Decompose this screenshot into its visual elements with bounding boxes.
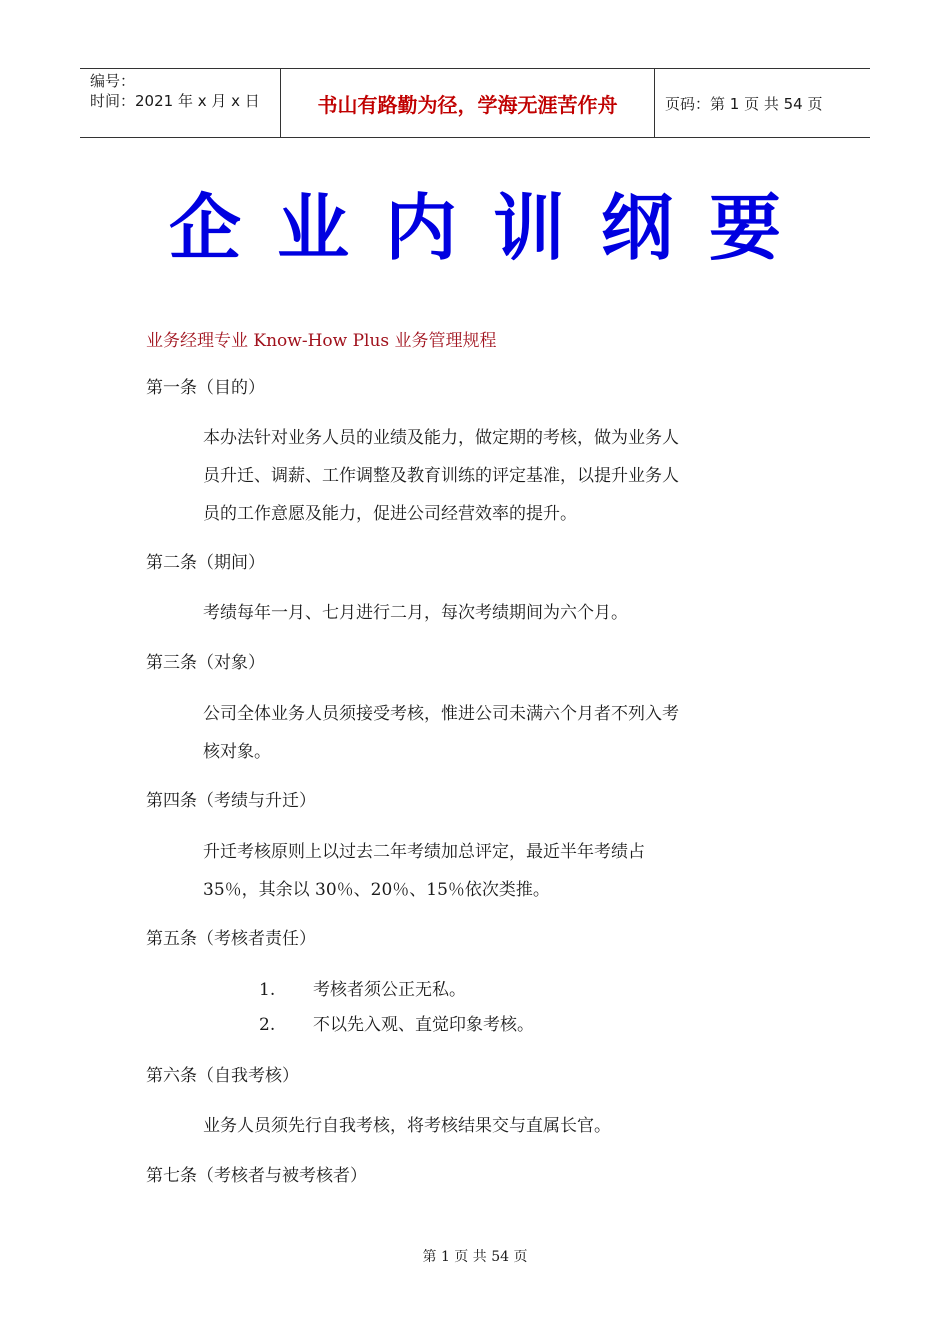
article-6-heading: 第六条（自我考核） — [146, 1066, 299, 1086]
list-number: 1. — [259, 980, 276, 1000]
article-2-text: 考绩每年一月、七月进行二月，每次考绩期间为六个月。 — [203, 603, 628, 623]
header-page-cell — [655, 69, 870, 137]
article-3-text: 公司全体业务人员须接受考核，惟进公司未满六个月者不列入考 — [203, 704, 679, 724]
article-1-text: 员升迁、调薪、工作调整及教育训练的评定基准，以提升业务人 — [203, 466, 679, 486]
header-table — [80, 68, 870, 138]
code-label: 编号： — [90, 72, 136, 90]
motto: 书山有路勤为径，学海无涯苦作舟 — [317, 92, 618, 117]
article-6-text: 业务人员须先行自我考核，将考核结果交与直属长官。 — [203, 1116, 611, 1136]
article-1-text: 员的工作意愿及能力，促进公司经营效率的提升。 — [203, 504, 577, 524]
article-7-heading: 第七条（考核者与被考核者） — [146, 1166, 367, 1186]
page-footer: 第 1 页 共 54 页 — [422, 1249, 528, 1265]
article-3-heading: 第三条（对象） — [146, 653, 265, 673]
header-motto-cell — [281, 69, 655, 137]
list-item: 考核者须公正无私。 — [313, 980, 466, 1000]
article-4-text: 35％，其余以 30％、20％、15％依次类推。 — [203, 880, 550, 900]
time-label: 时间：2021 年 x 月 x 日 — [90, 92, 260, 110]
article-3-text: 核对象。 — [203, 742, 271, 762]
document-subtitle: 业务经理专业 Know-How Plus 业务管理规程 — [146, 331, 497, 351]
list-number: 2. — [259, 1015, 276, 1035]
article-1-text: 本办法针对业务人员的业绩及能力，做定期的考核，做为业务人 — [203, 428, 679, 448]
page-info: 页码：第 1 页 共 54 页 — [665, 94, 823, 113]
article-5-heading: 第五条（考核者责任） — [146, 929, 316, 949]
article-1-heading: 第一条（目的） — [146, 378, 265, 398]
article-2-heading: 第二条（期间） — [146, 553, 265, 573]
list-item: 不以先入观、直觉印象考核。 — [313, 1015, 534, 1035]
document-title: 企业内训纲要 — [168, 185, 817, 270]
article-4-heading: 第四条（考绩与升迁） — [146, 791, 316, 811]
header-meta — [80, 69, 281, 137]
article-4-text: 升迁考核原则上以过去二年考绩加总评定，最近半年考绩占 — [203, 842, 645, 862]
